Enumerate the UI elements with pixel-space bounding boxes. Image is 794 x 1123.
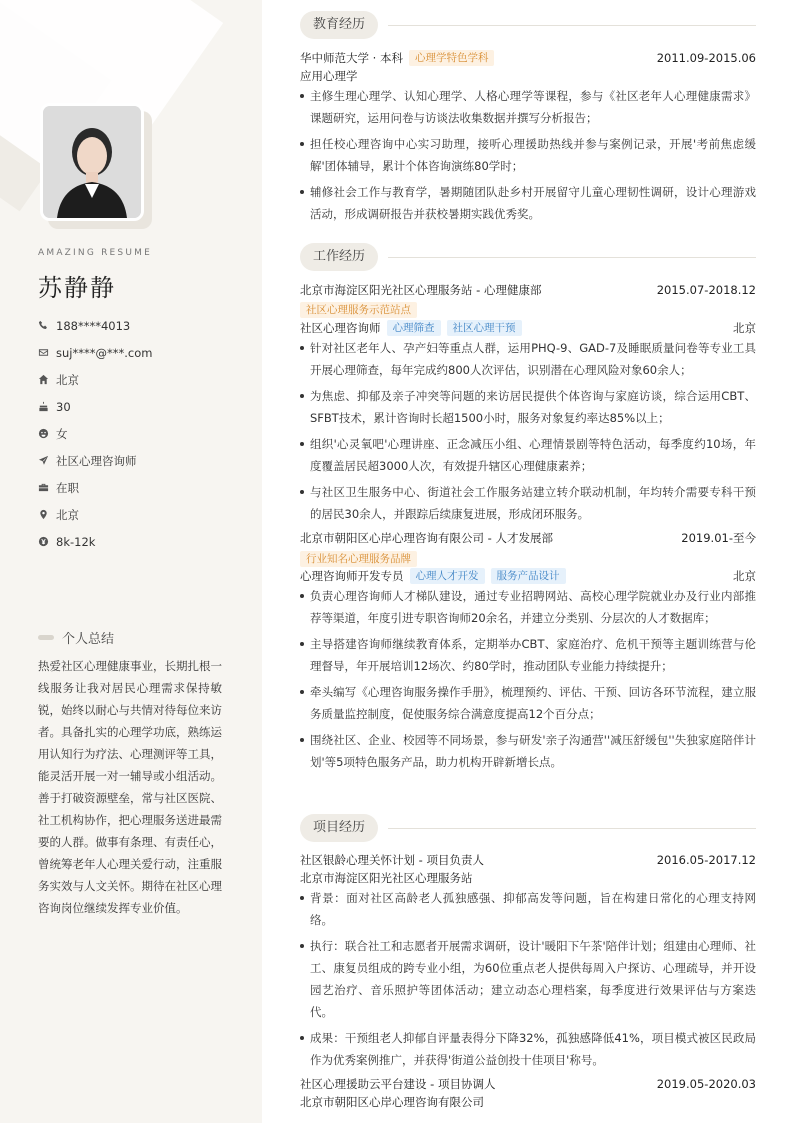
- job-position-row: [300, 567, 756, 585]
- summary-heading: 个人总结: [38, 628, 114, 647]
- job-position: 心理咨询师开发专员: [300, 569, 404, 583]
- list-item: 执行：联合社工和志愿者开展需求调研，设计'暖阳下午茶'陪伴计划；组建由心理师、社工、康复员组成的跨专业小组，为60位重点老人提供每周入户探访、心理疏导，并开设园艺治疗、音乐照护等团体活动；建立动态心理档案，每季度进行效果评估与方案迭代。: [300, 935, 756, 1023]
- position-tag: 社区心理干预: [447, 320, 522, 336]
- company-tag: 社区心理服务示范站点: [300, 302, 417, 318]
- list-item: 围绕社区、企业、校园等不同场景，参与研发'亲子沟通营''减压舒缓包''失独家庭陪伴计划'等5项特色服务产品，助力机构开辟新增长点。: [300, 729, 756, 773]
- location-icon: [38, 509, 56, 520]
- gender-icon: [38, 428, 56, 439]
- project-date: 2019.05-2020.03: [656, 1077, 756, 1091]
- contact-info-list: [38, 312, 248, 555]
- job-city: 北京: [733, 321, 756, 335]
- info-home: 北京: [38, 366, 248, 393]
- edu-school: 华中师范大学 · 本科: [300, 51, 403, 65]
- edu-major-row: [300, 67, 756, 85]
- edu-header-row: [300, 49, 756, 67]
- job-position-row: [300, 319, 756, 337]
- list-item: 辅修社会工作与教育学，暑期随团队赴乡村开展留守儿童心理韧性调研，设计心理游戏活动，形成调研报告并获校暑期实践优秀奖。: [300, 181, 756, 225]
- salary-icon: [38, 536, 56, 547]
- list-item: 担任校心理咨询中心实习助理，接听心理援助热线并参与案例记录，开展'考前焦虑缓解'团体辅导，累计个体咨询演练80学时；: [300, 133, 756, 177]
- avatar: [40, 103, 144, 221]
- sidebar: [0, 0, 262, 1123]
- info-position: 社区心理咨询师: [38, 447, 248, 474]
- list-item: 组织'心灵氧吧'心理讲座、正念减压小组、心理情景剧等特色活动，每季度约10场，年度覆盖居民超3000人次，有效提升辖区心理健康素养；: [300, 433, 756, 477]
- project-org: 北京市海淀区阳光社区心理服务站: [300, 871, 473, 885]
- project-org-row: [300, 1093, 756, 1111]
- position-tag: 服务产品设计: [491, 568, 566, 584]
- project-header-row: [300, 851, 756, 869]
- edu-bullets: [300, 85, 756, 229]
- job-company-tag-row: [300, 301, 756, 319]
- project-org-row: [300, 869, 756, 887]
- send-icon: [38, 455, 56, 466]
- position-tag: 心理人才开发: [410, 568, 485, 584]
- info-gender: 女: [38, 420, 248, 447]
- section-education: [300, 11, 756, 39]
- info-age: 30: [38, 393, 248, 420]
- position-tag: 心理筛查: [387, 320, 441, 336]
- list-item: 成果：干预组老人抑郁自评量表得分下降32%，孤独感降低41%，项目模式被区民政局作为优秀案例推广，并获得'街道公益创投十佳项目'称号。: [300, 1027, 756, 1071]
- section-title: 项目经历: [300, 814, 378, 842]
- list-item: 主导搭建咨询师继续教育体系，定期举办CBT、家庭治疗、危机干预等主题训练营与伦理督导，年开展培训12场次、约80学时，推动团队专业能力持续提升；: [300, 633, 756, 677]
- job-company: 北京市海淀区阳光社区心理服务站 - 心理健康部: [300, 283, 542, 297]
- list-item: 背景：面对社区高龄老人孤独感强、抑郁高发等问题，旨在构建日常化的心理支持网络。: [300, 887, 756, 931]
- company-tag: 行业知名心理服务品牌: [300, 551, 417, 567]
- home-icon: [38, 374, 56, 385]
- info-phone: 188****4013: [38, 312, 248, 339]
- phone-icon: [38, 320, 56, 331]
- list-item: 与社区卫生服务中心、街道社会工作服务站建立转介联动机制，年均转介需要专科干预的居民30余人，并跟踪后续康复进展，形成闭环服务。: [300, 481, 756, 525]
- job-bullets: [300, 337, 756, 529]
- project-name: 社区心理援助云平台建设 - 项目协调人: [300, 1077, 496, 1091]
- tagline: AMAZING RESUME: [38, 248, 152, 258]
- summary-text: 热爱社区心理健康事业，长期扎根一线服务让我对居民心理需求保持敏锐，始终以耐心与共情对待每位来访者。具备扎实的心理学功底，熟练运用认知行为疗法、心理测评等工具，能灵活开展一对一辅导或小组活动。善于打破资源壁垒，常与社区医院、社工机构协作，把心理服务送进最需要的人群。做事有条理、有责任心，曾统筹老年人心理关爱行动，注重服务实效与人文关怀。期待在社区心理咨询岗位继续发挥专业价值。: [38, 659, 222, 915]
- info-location: 北京: [38, 501, 248, 528]
- job-position: 社区心理咨询师: [300, 321, 381, 335]
- project-header-row: [300, 1075, 756, 1093]
- info-email: suj****@***.com: [38, 339, 248, 366]
- section-title: 教育经历: [300, 11, 378, 39]
- list-item: 主修生理心理学、认知心理学、人格心理学等课程，参与《社区老年人心理健康需求》课题研究，运用问卷与访谈法收集数据并撰写分析报告；: [300, 85, 756, 129]
- project-org: 北京市朝阳区心岸心理咨询有限公司: [300, 1095, 484, 1109]
- job-city: 北京: [733, 569, 756, 583]
- edu-major: 应用心理学: [300, 69, 358, 83]
- project-bullets: [300, 887, 756, 1075]
- job-header-row: [300, 281, 756, 299]
- briefcase-icon: [38, 482, 56, 493]
- list-item: 为焦虑、抑郁及亲子冲突等问题的来访居民提供个体咨询与家庭访谈，综合运用CBT、SFBT技术，累计咨询时长超1500小时，服务对象复约率达85%以上；: [300, 385, 756, 429]
- profile-photo: [40, 103, 144, 221]
- cake-icon: [38, 401, 56, 412]
- list-item: 负责心理咨询师人才梯队建设，通过专业招聘网站、高校心理学院就业办及行业内部推荐等渠道，年度引进专职咨询师20余名，并建立分类别、分层次的人才数据库；: [300, 585, 756, 629]
- project-date: 2016.05-2017.12: [656, 853, 756, 867]
- edu-tag: 心理学特色学科: [409, 50, 495, 66]
- job-bullets: [300, 585, 756, 777]
- project-name: 社区银龄心理关怀计划 - 项目负责人: [300, 853, 484, 867]
- info-status: 在职: [38, 474, 248, 501]
- list-item: 针对社区老年人、孕产妇等重点人群，运用PHQ-9、GAD-7及睡眠质量问卷等专业工具开展心理筛查，每年完成约800人次评估，识别潜在心理风险对象60余人；: [300, 337, 756, 381]
- section-title: 工作经历: [300, 243, 378, 271]
- info-salary: 8k-12k: [38, 528, 248, 555]
- edu-date: 2011.09-2015.06: [656, 51, 756, 65]
- list-item: 牵头编写《心理咨询服务操作手册》，梳理预约、评估、干预、回访各环节流程，建立服务质量监控制度，促使服务综合满意度提高12个百分点；: [300, 681, 756, 725]
- full-name: 苏静静: [38, 274, 116, 302]
- mail-icon: [38, 347, 56, 358]
- job-company-tag-row: [300, 550, 756, 568]
- job-date: 2015.07-2018.12: [656, 283, 756, 297]
- section-work: [300, 243, 756, 271]
- job-company: 北京市朝阳区心岸心理咨询有限公司 - 人才发展部: [300, 531, 553, 545]
- section-projects: [300, 814, 756, 842]
- job-date: 2019.01-至今: [681, 531, 756, 545]
- job-header-row: [300, 529, 756, 547]
